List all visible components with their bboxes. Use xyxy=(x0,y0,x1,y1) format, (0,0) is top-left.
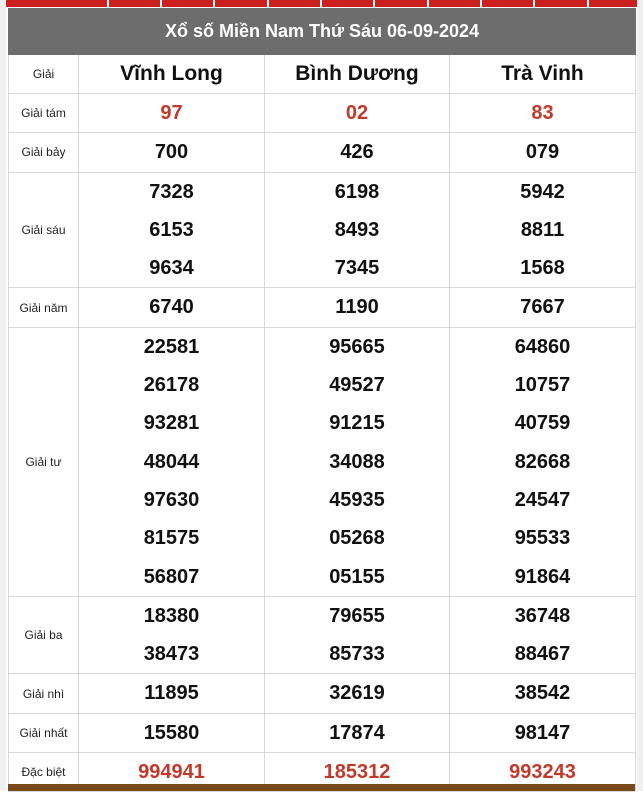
prize-cell xyxy=(450,674,636,713)
winning-number: 48044 xyxy=(143,450,200,473)
winning-number: 36748 xyxy=(514,604,571,627)
winning-number: 5942 xyxy=(520,180,565,203)
winning-number: 10757 xyxy=(514,374,571,397)
prize-cell xyxy=(265,327,450,596)
winning-number: 6198 xyxy=(334,180,380,203)
prize-label: Giải năm xyxy=(9,288,79,327)
prize-label: Giải nhất xyxy=(9,713,79,752)
winning-number: 95533 xyxy=(514,527,571,550)
results-body xyxy=(9,55,636,792)
prize-cell xyxy=(450,596,636,674)
winning-number: 9634 xyxy=(149,257,194,280)
prize-cell xyxy=(265,596,450,674)
winning-number: 85733 xyxy=(329,643,385,666)
top-accent-strip xyxy=(0,0,643,7)
left-gutter xyxy=(0,0,6,791)
prize-label: Giải ba xyxy=(9,596,79,674)
prize-cell xyxy=(450,94,636,133)
winning-number: 994941 xyxy=(138,761,205,784)
province-name[interactable]: Bình Dương xyxy=(265,55,450,94)
winning-number: 993243 xyxy=(509,761,576,784)
winning-number: 88467 xyxy=(514,643,571,666)
winning-number: 45935 xyxy=(329,488,385,511)
winning-number: 24547 xyxy=(514,488,571,511)
winning-number: 185312 xyxy=(323,761,391,784)
winning-number: 17874 xyxy=(329,721,385,744)
prize-cell xyxy=(450,172,636,288)
prize-row xyxy=(9,674,636,713)
prize-cell xyxy=(79,713,265,752)
prize-row xyxy=(9,94,636,133)
winning-number: 91215 xyxy=(329,412,385,435)
winning-number: 426 xyxy=(340,141,374,164)
prize-cell xyxy=(79,596,265,674)
prize-label: Giải bảy xyxy=(9,133,79,172)
winning-number: 02 xyxy=(345,102,369,124)
winning-number: 82668 xyxy=(514,450,571,473)
winning-number: 49527 xyxy=(329,374,385,397)
right-gutter xyxy=(637,0,643,791)
prize-row xyxy=(9,596,636,674)
winning-number: 05155 xyxy=(329,565,385,588)
prize-cell xyxy=(79,674,265,713)
prize-cell xyxy=(450,327,636,596)
winning-number: 1190 xyxy=(335,296,379,319)
winning-number: 6153 xyxy=(149,218,194,241)
winning-number: 11895 xyxy=(144,682,199,705)
winning-number: 97 xyxy=(160,102,183,124)
prize-row xyxy=(9,288,636,327)
winning-number: 8493 xyxy=(334,218,380,241)
winning-number: 1568 xyxy=(520,257,565,280)
prize-cell xyxy=(450,288,636,327)
prize-row xyxy=(9,327,636,596)
results-title: Xổ số Miền Nam Thứ Sáu 06-09-2024 xyxy=(9,9,636,55)
winning-number: 97630 xyxy=(143,488,200,511)
prize-cell xyxy=(79,172,265,288)
prize-cell xyxy=(79,94,265,133)
winning-number: 7667 xyxy=(520,296,565,319)
prize-cell xyxy=(79,327,265,596)
prize-label: Đặc biệt xyxy=(9,753,79,792)
winning-number: 81575 xyxy=(143,527,200,550)
prize-row xyxy=(9,713,636,752)
prize-label: Giải tư xyxy=(9,327,79,596)
winning-number: 079 xyxy=(525,141,560,164)
winning-number: 7345 xyxy=(334,257,380,280)
winning-number: 8811 xyxy=(520,218,565,241)
winning-number: 95665 xyxy=(329,335,385,358)
winning-number: 79655 xyxy=(329,604,385,627)
prize-cell xyxy=(79,133,265,172)
winning-number: 6740 xyxy=(149,296,194,319)
prize-cell xyxy=(450,133,636,172)
prize-cell xyxy=(79,288,265,327)
prize-label: Giải nhì xyxy=(9,674,79,713)
prize-cell xyxy=(265,133,450,172)
winning-number: 7328 xyxy=(149,180,194,203)
winning-number: 15580 xyxy=(143,721,200,744)
winning-number: 05268 xyxy=(329,527,385,550)
province-header-row xyxy=(9,55,636,94)
winning-number: 38473 xyxy=(143,643,200,666)
prize-cell xyxy=(265,94,450,133)
winning-number: 64860 xyxy=(514,335,571,358)
winning-number: 32619 xyxy=(329,682,385,705)
winning-number: 22581 xyxy=(143,335,200,358)
winning-number: 93281 xyxy=(143,412,200,435)
prize-row xyxy=(9,133,636,172)
winning-number: 26178 xyxy=(143,374,200,397)
winning-number: 98147 xyxy=(514,721,571,744)
winning-number: 91864 xyxy=(514,565,571,588)
winning-number: 40759 xyxy=(514,412,571,435)
prize-cell xyxy=(450,713,636,752)
winning-number: 34088 xyxy=(329,450,385,473)
prize-cell xyxy=(265,172,450,288)
winning-number: 56807 xyxy=(143,565,200,588)
prize-row xyxy=(9,172,636,288)
bottom-bar xyxy=(8,784,635,791)
prize-cell xyxy=(265,288,450,327)
winning-number: 38542 xyxy=(514,682,571,705)
winning-number: 83 xyxy=(531,102,554,124)
province-name[interactable]: Vĩnh Long xyxy=(79,55,265,94)
prize-label: Giải tám xyxy=(9,94,79,133)
winning-number: 700 xyxy=(154,141,189,164)
winning-number: 18380 xyxy=(143,604,200,627)
prize-label: Giải sáu xyxy=(9,172,79,288)
prize-cell xyxy=(265,674,450,713)
lottery-results-table xyxy=(8,8,636,792)
prize-cell xyxy=(265,713,450,752)
province-name[interactable]: Trà Vinh xyxy=(450,55,636,94)
prize-column-header: Giải xyxy=(9,55,79,94)
